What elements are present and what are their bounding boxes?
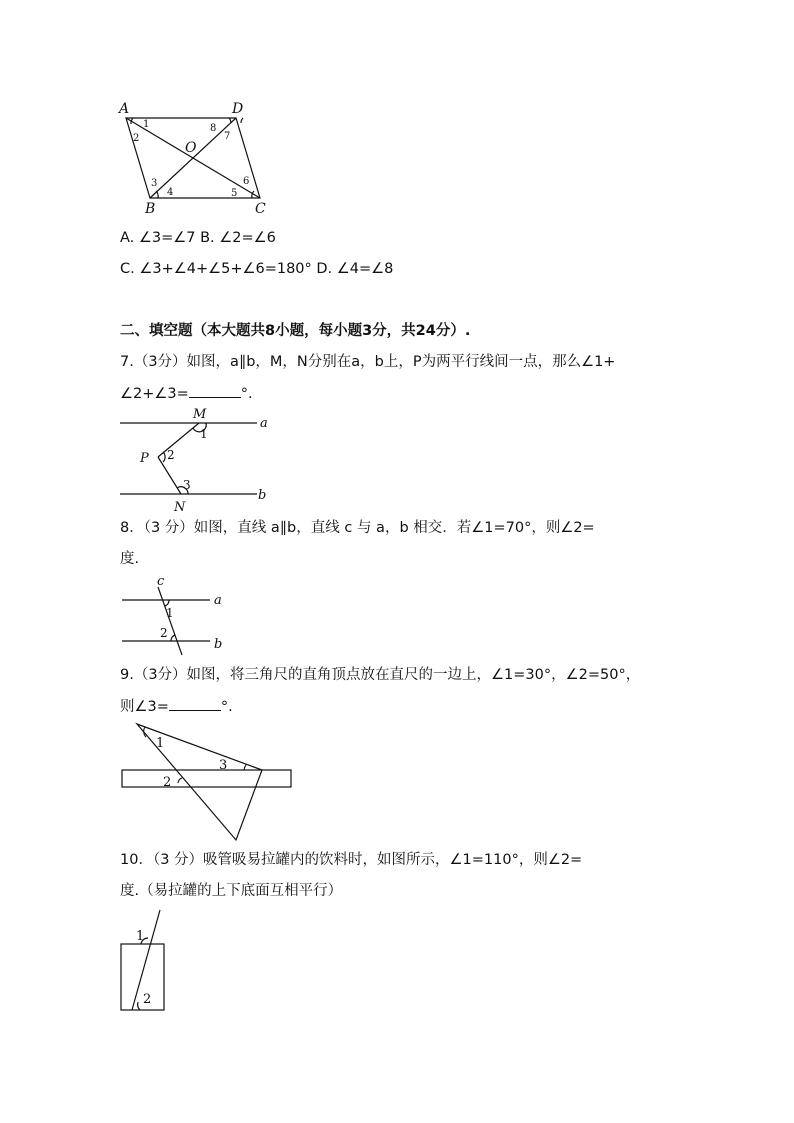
section-heading: 二、填空题（本大题共8小题，每小题3分，共24分）. — [120, 323, 471, 339]
vertex-d-label: D — [232, 101, 244, 117]
q8-angle-2: 2 — [160, 626, 168, 640]
q9-text-post: °. — [220, 699, 233, 715]
vertex-b-label: B — [145, 201, 156, 217]
q8-line-c: c — [157, 574, 165, 589]
q7-point-m: M — [193, 407, 207, 422]
angle-4-label: 4 — [167, 187, 174, 198]
q9-line-1: 9.（3分）如图，将三角尺的直角顶点放在直尺的一边上，∠1=30°，∠2=50°， — [120, 667, 641, 683]
option-line-2: C. ∠3+∠4+∠5+∠6=180° D. ∠4=∠8 — [120, 261, 394, 277]
vertex-a-label: A — [119, 101, 130, 117]
q7-angle-1: 1 — [200, 427, 208, 441]
q10-line-2: 度.（易拉罐的上下底面互相平行） — [120, 883, 343, 899]
q7-angle-3: 3 — [183, 478, 191, 492]
q8-line-a: a — [214, 593, 222, 608]
q7-point-n: N — [174, 500, 186, 515]
angle-5-label: 5 — [231, 188, 238, 199]
angle-6-label: 6 — [243, 176, 250, 187]
vertex-o-label: O — [185, 140, 197, 156]
q7-text-pre: ∠2+∠3= — [120, 386, 189, 402]
q10-angle-1: 1 — [136, 929, 145, 944]
q7-point-p: P — [140, 451, 149, 466]
angle-2-label: 2 — [133, 133, 140, 144]
q9-angle-3: 3 — [219, 758, 228, 773]
option-line-1: A. ∠3=∠7 B. ∠2=∠6 — [120, 230, 276, 246]
q9-angle-2: 2 — [163, 775, 172, 790]
q8-line-1: 8．（3 分）如图，直线 a∥b，直线 c 与 a，b 相交．若∠1=70°，则∠2= — [120, 520, 595, 536]
q7-line-b: b — [258, 488, 267, 503]
angle-3-label: 3 — [151, 178, 158, 189]
angle-7-label: 7 — [224, 131, 231, 142]
q10-line-1: 10．（3 分）吸管吸易拉罐内的饮料时，如图所示，∠1=110°，则∠2= — [120, 852, 583, 868]
vertex-c-label: C — [255, 201, 266, 217]
q9-angle-1: 1 — [156, 736, 165, 751]
q8-line-2: 度. — [120, 551, 140, 567]
q7-line-1: 7.（3分）如图，a∥b，M，N分别在a，b上，P为两平行线间一点，那么∠1+ — [120, 354, 616, 370]
q7-text-post: °. — [240, 386, 253, 402]
q7-angle-2: 2 — [167, 448, 175, 462]
q7-line-a: a — [260, 416, 268, 431]
q10-angle-2: 2 — [143, 992, 152, 1007]
angle-1-label: 1 — [143, 119, 150, 130]
q9-text-pre: 则∠3= — [120, 699, 169, 715]
q8-angle-1: 1 — [166, 606, 174, 620]
angle-8-label: 8 — [210, 123, 217, 134]
q8-line-b: b — [214, 637, 223, 652]
